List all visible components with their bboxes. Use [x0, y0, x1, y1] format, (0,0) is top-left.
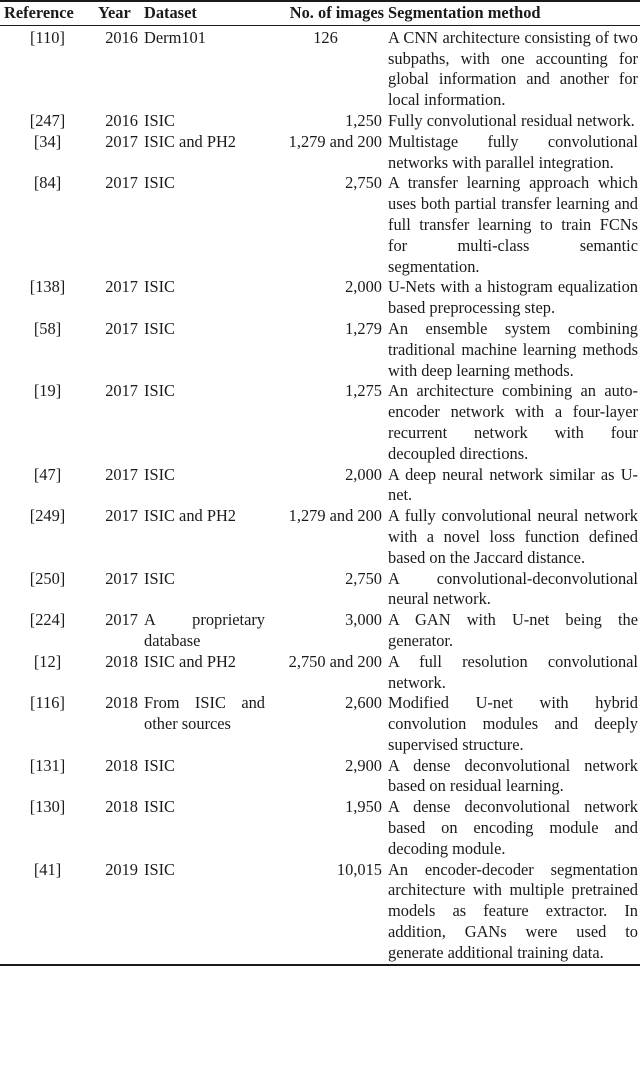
- header-year: Year: [95, 2, 140, 25]
- cell-year: 2017: [105, 381, 138, 401]
- cell-reference: [12]: [33, 651, 62, 671]
- cell-method: A dense deconvolutional network based on residual learning.: [388, 755, 638, 796]
- cell-method: U-Nets with a histogram equalization based preprocessing step.: [388, 277, 638, 318]
- cell-reference: [249]: [29, 506, 66, 526]
- cell-method: A deep neural network similar as U-net.: [388, 464, 638, 505]
- cell-method: A fully convolutional neural network with a novel loss function defined based on the Jaccard distance.: [388, 506, 638, 567]
- table-row: [0, 756, 640, 798]
- cell-dataset: ISIC: [144, 381, 175, 401]
- cell-dataset: ISIC: [144, 464, 175, 484]
- table-row: [0, 610, 640, 652]
- cell-method: Modified U-net with hybrid convolution modules and deeply supervised structure.: [388, 693, 638, 754]
- table-row: [0, 132, 640, 174]
- cell-num-images: 2,900: [345, 755, 382, 775]
- table-row: [0, 173, 640, 277]
- cell-num-images: 2,750 and 200: [288, 651, 382, 671]
- cell-reference: [116]: [30, 693, 65, 713]
- table-row: [0, 693, 640, 755]
- cell-reference: [19]: [33, 381, 62, 401]
- table-row: [0, 111, 640, 132]
- cell-num-images: 1,279: [345, 318, 382, 338]
- cell-reference: [130]: [29, 797, 66, 817]
- table-header: [0, 2, 640, 25]
- cell-year: 2017: [105, 173, 138, 193]
- cell-year: 2018: [105, 693, 138, 713]
- header-dataset: Dataset: [140, 2, 265, 25]
- cell-reference: [110]: [30, 27, 65, 47]
- cell-method: A CNN architecture consisting of two subpaths, with one accounting for global information and another for local information.: [388, 27, 638, 110]
- cell-method: An encoder-decoder segmentation architecture with multiple pretrained models as feature extractor. In addition, GANs were used to generate additional training data.: [388, 859, 638, 962]
- cell-year: 2016: [105, 27, 138, 47]
- cell-year: 2017: [105, 318, 138, 338]
- cell-num-images: 1,279 and 200: [288, 506, 382, 526]
- cell-reference: [58]: [33, 318, 62, 338]
- cell-reference: [84]: [33, 173, 62, 193]
- cell-num-images: 2,000: [345, 464, 382, 484]
- cell-dataset: ISIC: [144, 755, 175, 775]
- cell-method: A full resolution convolutional network.: [388, 651, 638, 692]
- table-row: [0, 860, 640, 964]
- cell-dataset: From ISIC and other sources: [144, 693, 265, 734]
- cell-dataset: ISIC: [144, 568, 175, 588]
- cell-reference: [250]: [29, 568, 66, 588]
- cell-dataset: ISIC: [144, 797, 175, 817]
- cell-dataset: Derm101: [144, 27, 206, 47]
- cell-num-images: 1,279 and 200: [288, 131, 382, 151]
- table: [0, 2, 640, 964]
- cell-reference: [224]: [29, 610, 66, 630]
- cell-year: 2016: [105, 110, 138, 130]
- cell-year: 2017: [105, 610, 138, 630]
- cell-dataset: ISIC: [144, 318, 175, 338]
- cell-method: Fully convolutional residual network.: [388, 110, 635, 130]
- table-row: [0, 381, 640, 464]
- cell-year: 2017: [105, 277, 138, 297]
- cell-num-images: 1,250: [345, 110, 382, 130]
- cell-year: 2017: [105, 464, 138, 484]
- cell-num-images: 10,015: [336, 859, 382, 879]
- cell-method: A GAN with U-net being the generator.: [388, 610, 638, 650]
- header-num-images: No. of images: [265, 2, 386, 25]
- table-row: [0, 652, 640, 694]
- cell-method: A convolutional-deconvolutional neural network.: [388, 568, 638, 609]
- cell-dataset: ISIC: [144, 859, 175, 879]
- cell-method: An ensemble system combining traditional machine learning methods with deep learning methods.: [388, 318, 638, 380]
- cell-dataset: ISIC and PH2: [144, 651, 236, 671]
- cell-num-images: 2,000: [345, 277, 382, 297]
- cell-reference: [138]: [29, 277, 66, 297]
- cell-dataset: ISIC: [144, 110, 175, 130]
- cell-year: 2017: [105, 131, 138, 151]
- table-row: [0, 569, 640, 611]
- cell-year: 2018: [105, 651, 138, 671]
- cell-num-images: 1,275: [345, 381, 382, 401]
- header-segmentation-method: Segmentation method: [386, 2, 640, 25]
- cell-method: An architecture combining an auto-encoder network with a four-layer recurrent network with four decoupled directions.: [388, 381, 638, 463]
- cell-year: 2018: [105, 797, 138, 817]
- cell-reference: [131]: [29, 755, 66, 775]
- cell-reference: [247]: [29, 110, 66, 130]
- cell-dataset: ISIC: [144, 277, 175, 297]
- cell-method: A transfer learning approach which uses both partial transfer learning and full transfer learning to train FCNs for multi-class semantic segmentation.: [388, 173, 638, 276]
- header-reference: Reference: [0, 2, 95, 25]
- table-body: [0, 25, 640, 963]
- cell-dataset: ISIC and PH2: [144, 131, 236, 151]
- cell-year: 2018: [105, 755, 138, 775]
- cell-dataset: A proprietary database: [144, 610, 265, 650]
- table-row: [0, 797, 640, 859]
- cell-year: 2019: [105, 859, 138, 879]
- table-row: [0, 25, 640, 111]
- cell-dataset: ISIC: [144, 173, 175, 193]
- cell-num-images: 2,600: [345, 693, 382, 713]
- cell-num-images: 2,750: [345, 568, 382, 588]
- table-row: [0, 319, 640, 381]
- cell-reference: [47]: [33, 464, 62, 484]
- cell-year: 2017: [105, 506, 138, 526]
- table-row: [0, 506, 640, 568]
- header-row: [0, 2, 640, 25]
- cell-num-images: 3,000: [345, 610, 382, 630]
- cell-num-images: 1,950: [345, 797, 382, 817]
- table-row: [0, 277, 640, 319]
- cell-num-images: 126: [313, 27, 338, 47]
- cell-method: A dense deconvolutional network based on encoding module and decoding module.: [388, 797, 638, 858]
- cell-year: 2017: [105, 568, 138, 588]
- cell-num-images: 2,750: [345, 173, 382, 193]
- cell-dataset: ISIC and PH2: [144, 506, 236, 526]
- cell-reference: [41]: [33, 859, 62, 879]
- cell-method: Multistage fully convolutional networks with parallel integration.: [388, 131, 638, 172]
- table-row: [0, 465, 640, 507]
- cell-reference: [34]: [33, 131, 62, 151]
